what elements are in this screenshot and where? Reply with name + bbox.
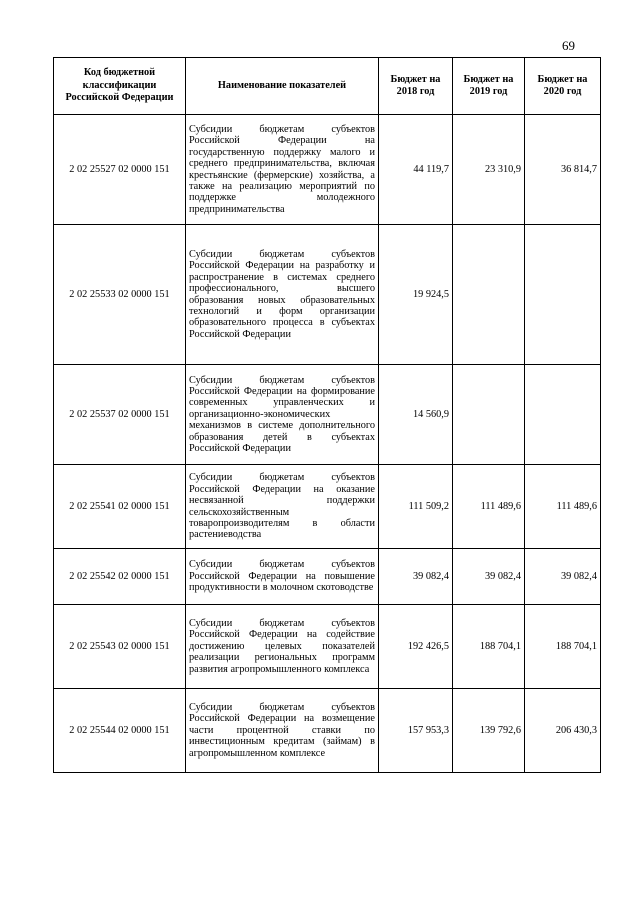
table-header-row [54,58,601,115]
row-2020: 36 814,7 [525,115,601,225]
row-2018: 39 082,4 [379,549,453,605]
header-2018: Бюджет на 2018 год [379,58,453,115]
row-code: 2 02 25527 02 0000 151 [54,115,186,225]
row-2020: 111 489,6 [525,465,601,549]
table-row [54,115,601,225]
row-code: 2 02 25541 02 0000 151 [54,465,186,549]
row-2019: 139 792,6 [453,689,525,773]
row-2018: 44 119,7 [379,115,453,225]
row-2020 [525,225,601,365]
row-name: Субсидии бюджетам субъектов Российской Федерации на государственную поддержку малого и среднего предпринимательства, включая крестьянские (фермерские) хозяйства, а также на реализацию мероприятий по поддержке молодежного предпринимательства [186,115,379,225]
row-name: Субсидии бюджетам субъектов Российской Федерации на повышение продуктивности в молочном скотоводстве [186,549,379,605]
table-row [54,465,601,549]
row-2018: 19 924,5 [379,225,453,365]
row-name: Субсидии бюджетам субъектов Российской Федерации на возмещение части процентной ставки по инвестиционным кредитам (займам) в агропромышленном комплексе [186,689,379,773]
table-row [54,605,601,689]
row-2019 [453,225,525,365]
row-name: Субсидии бюджетам субъектов Российской Федерации на разработку и распространение в системах среднего профессионального, высшего образования новых образовательных технологий и форм организации образовательного процесса в субъектах Российской Федерации [186,225,379,365]
table-row [54,689,601,773]
row-code: 2 02 25542 02 0000 151 [54,549,186,605]
row-2018: 157 953,3 [379,689,453,773]
row-2019: 111 489,6 [453,465,525,549]
table-row [54,365,601,465]
page-number: 69 [562,38,575,53]
row-2018: 111 509,2 [379,465,453,549]
row-2019: 188 704,1 [453,605,525,689]
table-row [54,225,601,365]
row-2019: 23 310,9 [453,115,525,225]
row-code: 2 02 25533 02 0000 151 [54,225,186,365]
row-2020 [525,365,601,465]
row-code: 2 02 25537 02 0000 151 [54,365,186,465]
row-2020: 188 704,1 [525,605,601,689]
row-name: Субсидии бюджетам субъектов Российской Федерации на формирование современных управленческих и организационно-экономических механизмов в системе дополнительного образования детей в субъектах Российской Федерации [186,365,379,465]
row-code: 2 02 25543 02 0000 151 [54,605,186,689]
row-2018: 14 560,9 [379,365,453,465]
row-2019 [453,365,525,465]
header-2020: Бюджет на 2020 год [525,58,601,115]
header-name: Наименование показателей [186,58,379,115]
row-2020: 39 082,4 [525,549,601,605]
row-name: Субсидии бюджетам субъектов Российской Федерации на содействие достижению целевых показателей реализации региональных программ развития агропромышленного комплекса [186,605,379,689]
budget-table [53,57,601,773]
header-code: Код бюджетной классификации Российской Федерации [54,58,186,115]
row-2020: 206 430,3 [525,689,601,773]
table-row [54,549,601,605]
row-2018: 192 426,5 [379,605,453,689]
row-code: 2 02 25544 02 0000 151 [54,689,186,773]
row-2019: 39 082,4 [453,549,525,605]
header-2019: Бюджет на 2019 год [453,58,525,115]
row-name: Субсидии бюджетам субъектов Российской Федерации на оказание несвязанной поддержки сельскохозяйственным товаропроизводителям в области растениеводства [186,465,379,549]
